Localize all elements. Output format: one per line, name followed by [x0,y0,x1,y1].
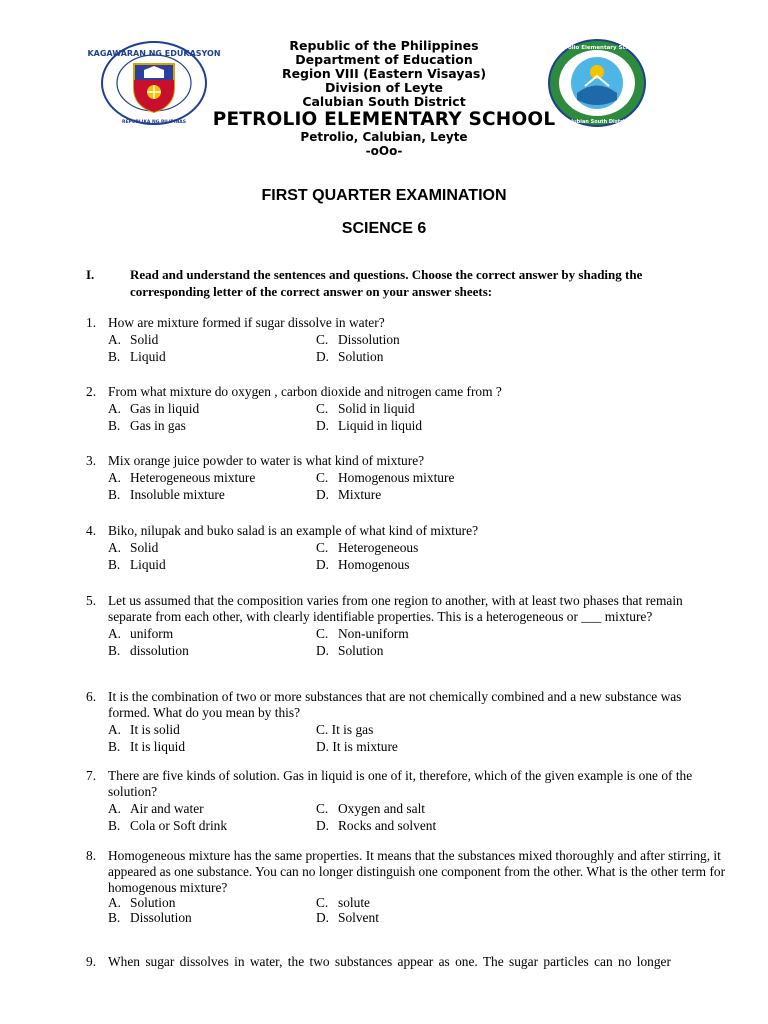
option-b: B. Insoluble mixture [108,487,225,502]
option-d: D. Mixture [316,487,382,502]
option-d: D. Solution [316,643,384,658]
header-line-republic: Republic of the Philippines [289,38,479,53]
question-text: Biko, nilupak and buko salad is an example of what kind of mixture? [108,523,479,538]
option-b: B. dissolution [108,643,189,658]
question-text: How are mixture formed if sugar dissolve in water? [108,315,385,330]
option-a: A. Heterogeneous mixture [108,470,256,485]
header-ornament: -oOo- [365,144,403,158]
option-a: A. Solid [108,332,159,347]
answer-options [108,469,726,503]
header-line-division: Division of Leyte [324,80,444,95]
option-d: D. Solution [316,349,384,364]
option-c: C. solute [316,895,370,910]
answer-options [108,721,726,755]
question-number: 3. [86,453,97,468]
option-c: C. It is gas [316,722,374,737]
right-seal-bottom-text: Calubian South District [564,119,630,125]
option-a: A. Solution [108,895,176,910]
option-b: B. It is liquid [108,739,186,754]
question-1 [86,315,726,365]
option-d: D. Liquid in liquid [316,418,423,433]
question-5 [86,593,726,659]
question-number: 4. [86,523,97,538]
question-7 [86,768,726,834]
question-text: There are five kinds of solution. Gas in liquid is one of it, therefore, which of the given example is one of the solution? [108,768,693,799]
option-c: C. Solid in liquid [316,401,415,416]
question-4 [86,523,726,573]
question-6 [86,689,726,755]
option-a: A. It is solid [108,722,180,737]
question-9 [86,954,726,970]
instruction-text: Read and understand the sentences and questions. Choose the correct answer by shading the corresponding letter of the correct answer on your answer sheets: [130,267,643,299]
question-number: 5. [86,593,97,608]
option-a: A. Air and water [108,801,204,816]
option-d: D. Rocks and solvent [316,818,437,833]
question-2 [86,384,726,434]
question-text: It is the combination of two or more substances that are not chemically combined and a new substance was formed. What do you mean by this? [108,689,682,720]
option-c: C. Oxygen and salt [316,801,426,816]
header-line-region: Region VIII (Eastern Visayas) [281,66,487,81]
instruction-number: I. [86,267,95,282]
question-number: 7. [86,768,97,783]
option-b: B. Dissolution [108,910,192,925]
school-address: Petrolio, Calubian, Leyte [300,130,468,144]
option-a: A. Solid [108,540,159,555]
option-c: C. Dissolution [316,332,400,347]
right-seal-top-text: Petrolio Elementary School [554,45,640,51]
question-text: When sugar dissolves in water, the two substances appear as one. The sugar particles can no longer [108,954,671,969]
option-a: A. Gas in liquid [108,401,200,416]
exam-subject: SCIENCE 6 [341,220,427,237]
question-text: Mix orange juice powder to water is what kind of mixture? [108,453,425,468]
answer-options [108,800,726,834]
option-a: A. uniform [108,626,174,641]
answer-options [108,331,726,365]
option-b: B. Cola or Soft drink [108,818,228,833]
question-8 [86,848,726,930]
option-b: B. Liquid [108,557,166,572]
school-name: PETROLIO ELEMENTARY SCHOOL [212,109,556,130]
question-text: Let us assumed that the composition varies from one region to another, with at least two phases that remain separate from each other, with clearly identifiable properties. This is a heterogeneous or ___ mixture? [108,593,683,624]
option-c: C. Heterogeneous [316,540,419,555]
question-3 [86,453,726,503]
question-number: 2. [86,384,97,399]
option-c: C. Homogenous mixture [316,470,455,485]
answer-options [108,896,726,930]
option-b: B. Gas in gas [108,418,186,433]
option-d: D. Solvent [316,910,379,925]
question-number: 1. [86,315,97,330]
option-c: C. Non-uniform [316,626,409,641]
left-seal-bottom-text: REPUBLIKA NG PILIPINAS [121,120,187,125]
question-text: From what mixture do oxygen , carbon dioxide and nitrogen came from ? [108,384,502,399]
option-b: B. Liquid [108,349,166,364]
header-line-district: Calubian South District [302,94,466,109]
option-d: D. Homogenous [316,557,410,572]
option-d: D. It is mixture [316,739,398,754]
exam-title: FIRST QUARTER EXAMINATION [261,187,507,204]
question-number: 6. [86,689,97,704]
left-seal-top-text: KAGAWARAN NG EDUKASYON [87,49,221,58]
answer-options [108,625,726,659]
question-number: 8. [86,848,97,863]
answer-options [108,539,726,573]
question-number: 9. [86,954,97,969]
answer-options [108,400,726,434]
question-text: Homogeneous mixture has the same properties. It means that the substances mixed thoroughly and after stirring, it appeared as one substance. You can no longer distinguish one component from the other. What is the other term for homogenous mixture? [108,848,726,895]
header-line-department: Department of Education [295,52,473,67]
